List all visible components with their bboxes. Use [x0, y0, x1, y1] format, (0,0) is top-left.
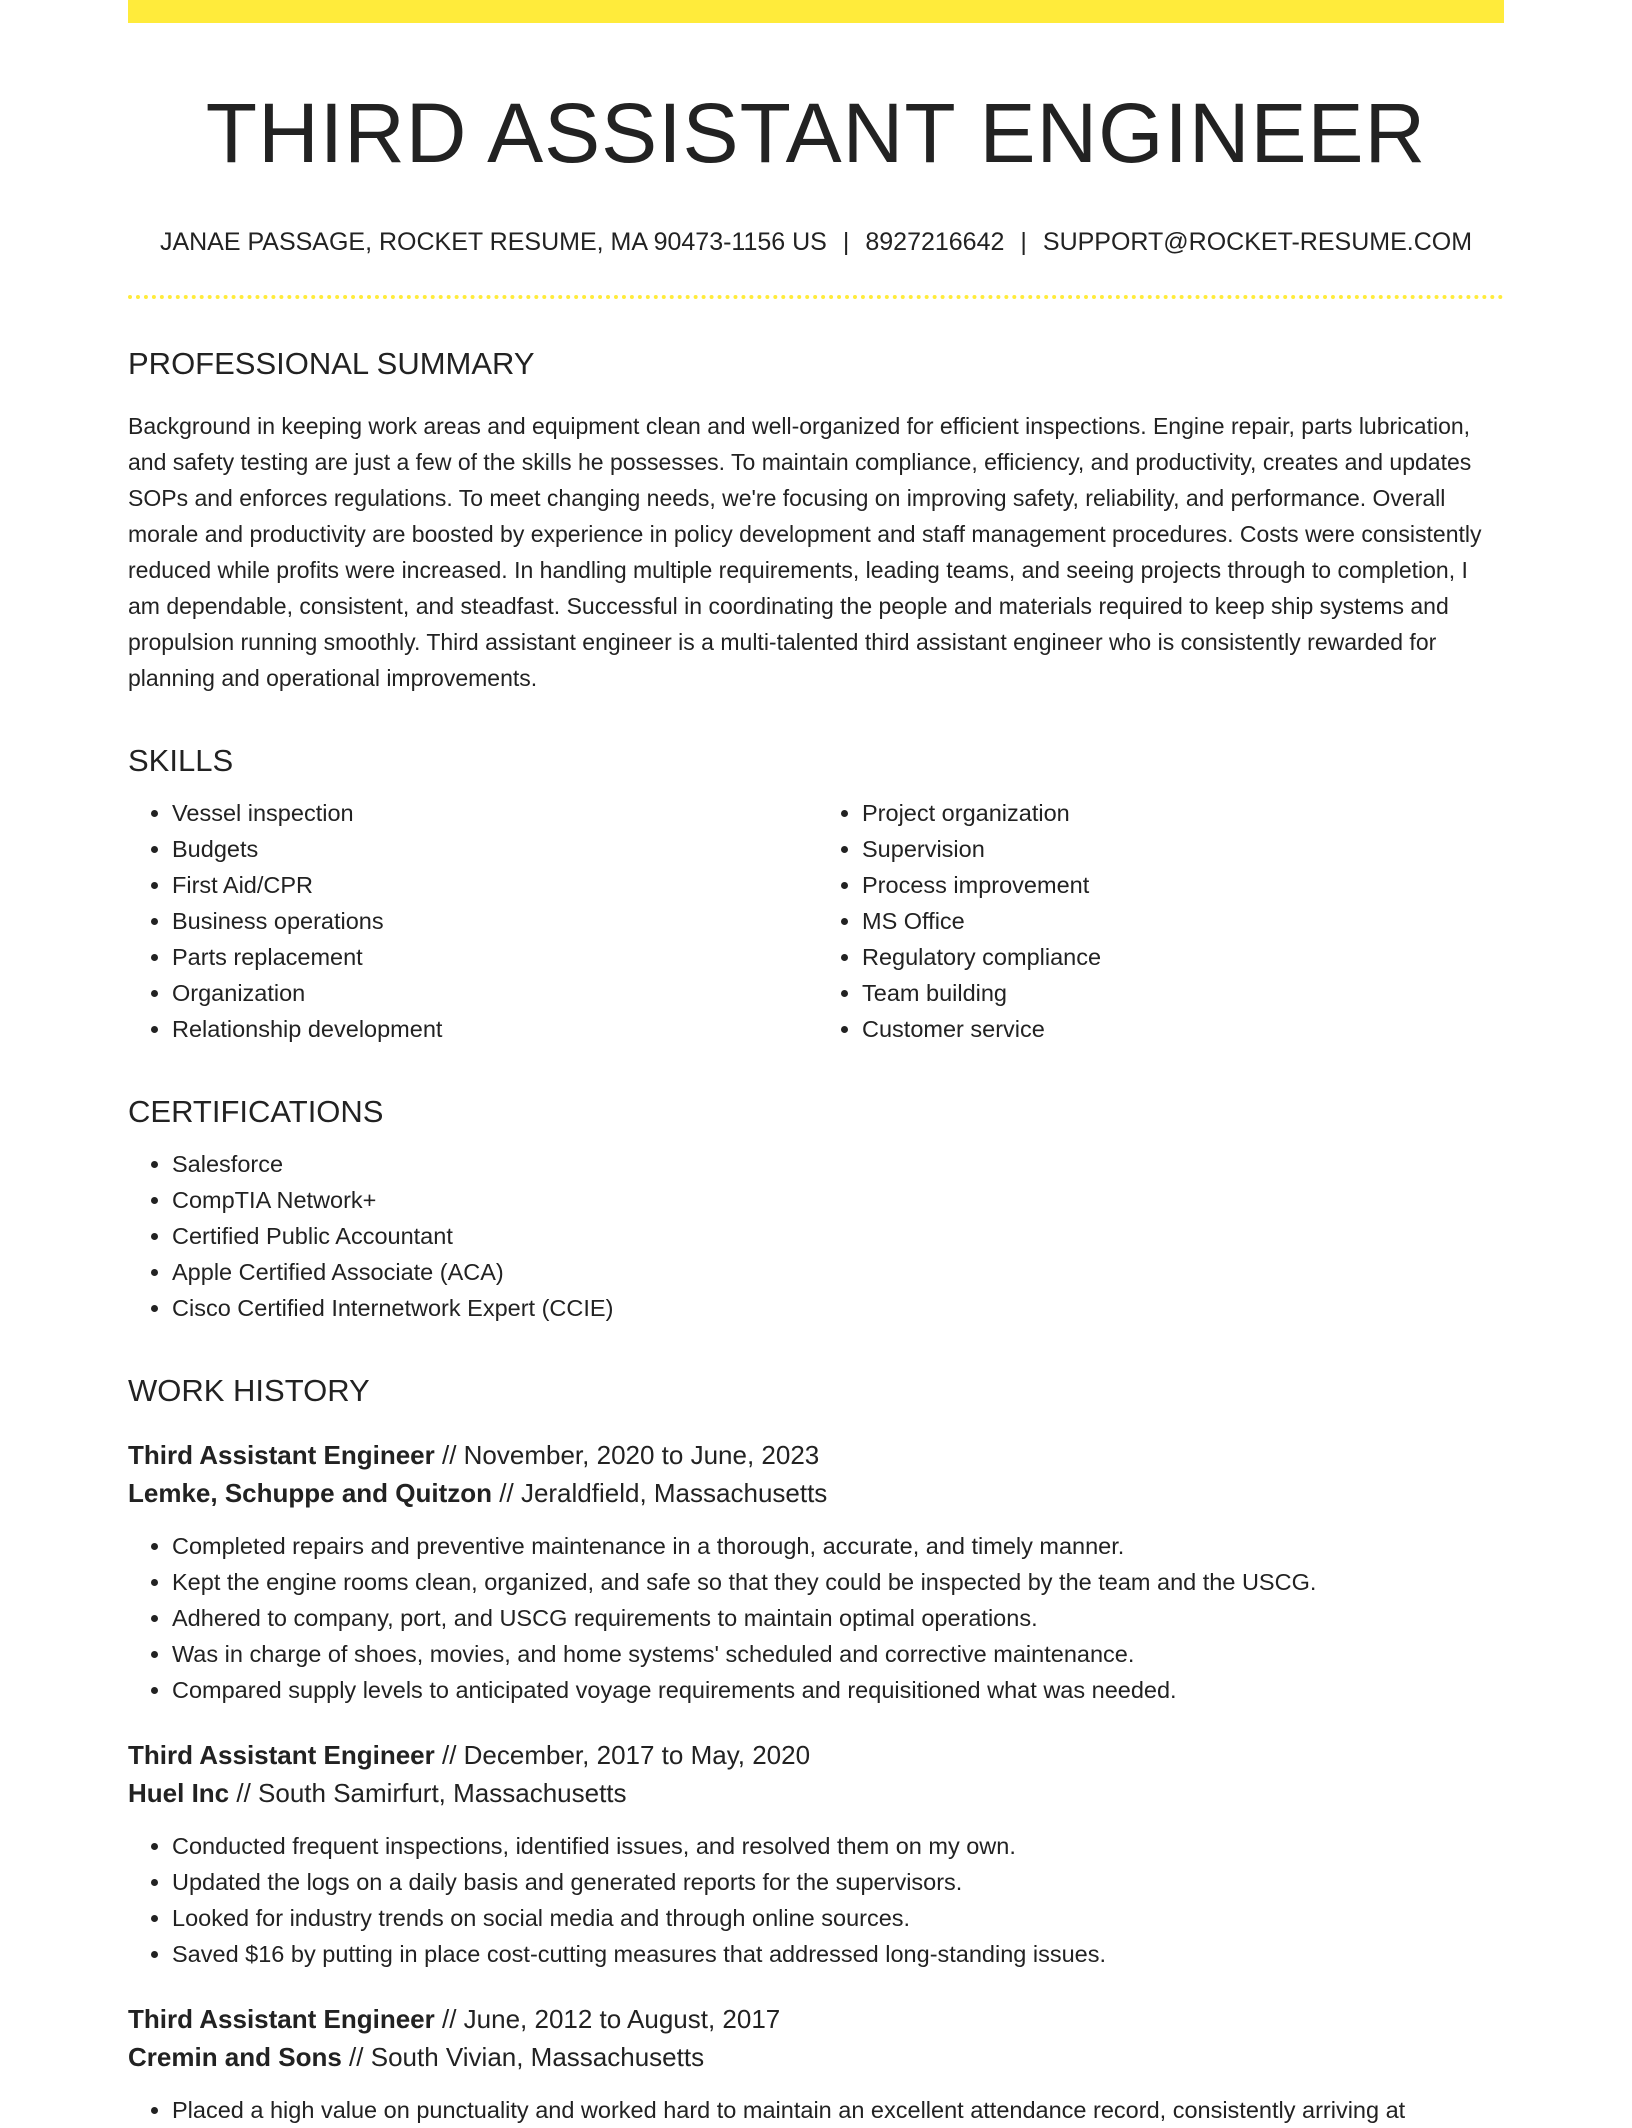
list-item: • First Aid/CPR: [172, 867, 816, 903]
list-item: • Was in charge of shoes, movies, and home systems' scheduled and corrective maintenance.: [172, 1636, 1504, 1672]
job-company: Huel Inc: [128, 1777, 230, 1808]
list-item: • Compared supply levels to anticipated voyage requirements and requisitioned what was needed.: [172, 1672, 1504, 1708]
skills-columns: [128, 779, 1504, 1047]
job-company-line: [128, 2038, 1504, 2076]
job-header: [128, 2000, 1504, 2076]
job-location: // Jeraldfield, Massachusetts: [492, 1477, 828, 1508]
job-entry: [128, 2000, 1504, 2128]
job-company-line: [128, 1474, 1504, 1512]
job-location: // South Vivian, Massachusetts: [341, 2041, 705, 2072]
list-item: • Parts replacement: [172, 939, 816, 975]
job-header: [128, 1436, 1504, 1512]
list-item: • Salesforce: [172, 1146, 1504, 1182]
list-item: • Customer service: [862, 1011, 1504, 1047]
job-title: Third Assistant Engineer: [128, 1439, 435, 1470]
resume-title: THIRD ASSISTANT ENGINEER: [205, 86, 1427, 180]
job-title: Third Assistant Engineer: [128, 2003, 435, 2034]
list-item: • Apple Certified Associate (ACA): [172, 1254, 1504, 1290]
contact-email: SUPPORT@ROCKET-RESUME.COM: [1042, 227, 1473, 256]
contact-address: JANAE PASSAGE, ROCKET RESUME, MA 90473-1156 US: [159, 227, 827, 256]
job-title-line: [128, 2000, 1504, 2038]
certifications-heading: CERTIFICATIONS: [128, 1094, 384, 1130]
job-bullets: [128, 2092, 1504, 2128]
list-item: • Regulatory compliance: [862, 939, 1504, 975]
job-entry: [128, 1436, 1504, 1708]
list-item: • CompTIA Network+: [172, 1182, 1504, 1218]
contact-phone: 8927216642: [865, 227, 1005, 256]
resume-page: [128, 0, 1504, 2128]
job-location: // South Samirfurt, Massachusetts: [229, 1777, 627, 1808]
certifications-list: [128, 1146, 1504, 1326]
job-dates: // November, 2020 to June, 2023: [434, 1439, 820, 1470]
job-dates: // December, 2017 to May, 2020: [434, 1739, 811, 1770]
list-item: • Kept the engine rooms clean, organized, and safe so that they could be inspected by the team and the USCG.: [172, 1564, 1504, 1600]
job-dates: // June, 2012 to August, 2017: [434, 2003, 781, 2034]
list-item: • Team building: [862, 975, 1504, 1011]
list-item: • Certified Public Accountant: [172, 1218, 1504, 1254]
skills-list-right: [816, 795, 1504, 1047]
skills-list-left: [128, 795, 816, 1047]
dotted-divider: [128, 295, 1504, 299]
list-item: • MS Office: [862, 903, 1504, 939]
list-item: • Relationship development: [172, 1011, 816, 1047]
list-item: • Completed repairs and preventive maintenance in a thorough, accurate, and timely manner.: [172, 1528, 1504, 1564]
job-header: [128, 1736, 1504, 1812]
job-bullets: [128, 1528, 1504, 1708]
job-title: Third Assistant Engineer: [128, 1739, 435, 1770]
job-company-line: [128, 1774, 1504, 1812]
work-history-heading: WORK HISTORY: [128, 1373, 370, 1409]
list-item: • Process improvement: [862, 867, 1504, 903]
list-item: • Vessel inspection: [172, 795, 816, 831]
list-item: • Project organization: [862, 795, 1504, 831]
list-item: • Saved $16 by putting in place cost-cutting measures that addressed long-standing issues.: [172, 1936, 1504, 1972]
list-item: • Updated the logs on a daily basis and generated reports for the supervisors.: [172, 1864, 1504, 1900]
contact-line: [128, 228, 1504, 257]
job-title-line: [128, 1436, 1504, 1474]
job-title-line: [128, 1736, 1504, 1774]
job-company: Lemke, Schuppe and Quitzon: [128, 1477, 493, 1508]
summary-heading: PROFESSIONAL SUMMARY: [128, 345, 535, 381]
top-accent-bar: [128, 0, 1504, 23]
list-item: • Budgets: [172, 831, 816, 867]
skills-heading: SKILLS: [128, 742, 234, 778]
contact-separator: |: [842, 227, 850, 256]
contact-separator: |: [1020, 227, 1027, 256]
list-item: • Business operations: [172, 903, 816, 939]
list-item: • Supervision: [862, 831, 1504, 867]
summary-text: Background in keeping work areas and equipment clean and well-organized for efficient inspections. Engine repair, parts lubrication, and safety testing are just a few of the skills he possesses. To maintain compliance, efficiency, and productivity, creates and updates SOPs and enforces regulations. To meet changing needs, we're focusing on improving safety, reliability, and performance. Overall morale and productivity are boosted by experience in policy development and staff management procedures. Costs were consistently reduced while profits were increased. In handling multiple requirements, leading teams, and seeing projects through to completion, I am dependable, consistent, and steadfast. Successful in coordinating the people and materials required to keep ship systems and propulsion running smoothly. Third assistant engineer is a multi-talented third assistant engineer who is consistently rewarded for planning and operational improvements.: [128, 412, 1482, 691]
list-item: • Conducted frequent inspections, identified issues, and resolved them on my own.: [172, 1828, 1504, 1864]
job-entry: [128, 1736, 1504, 1972]
list-item: • Cisco Certified Internetwork Expert (CCIE): [172, 1290, 1504, 1326]
list-item: • Organization: [172, 975, 816, 1011]
list-item: • Looked for industry trends on social media and through online sources.: [172, 1900, 1504, 1936]
list-item: • Adhered to company, port, and USCG requirements to maintain optimal operations.: [172, 1600, 1504, 1636]
list-item: • Placed a high value on punctuality and worked hard to maintain an excellent attendance record, consistently arriving at: [172, 2092, 1504, 2128]
job-bullets: [128, 1828, 1504, 1972]
job-company: Cremin and Sons: [128, 2041, 342, 2072]
